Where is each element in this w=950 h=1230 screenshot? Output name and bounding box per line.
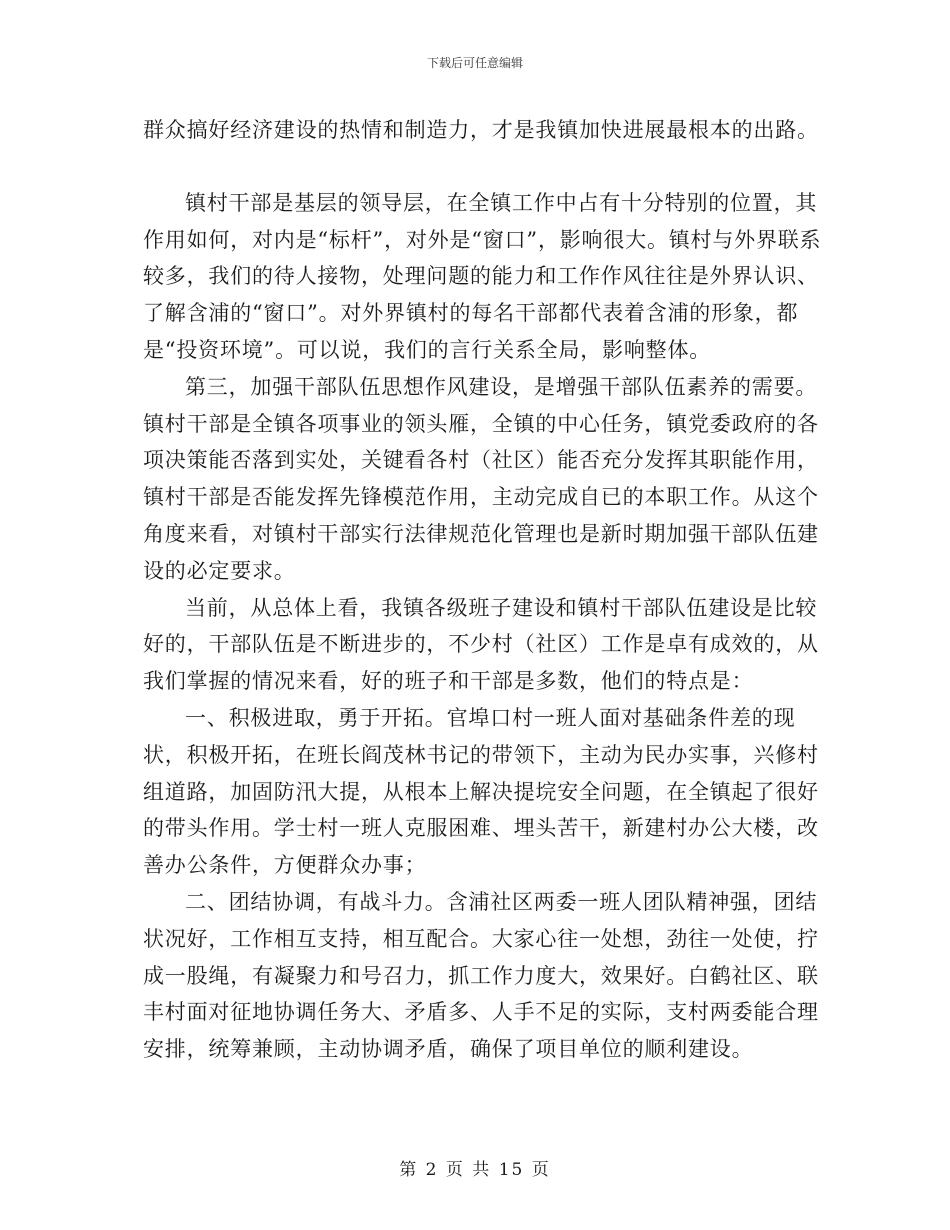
paragraph-point-two: 二、团结协调，有战斗力。含浦社区两委一班人团队精神强，团结状况好，工作相互支持，相互配合。大家心往一处想，劲往一处使，拧成一股绳，有凝聚力和号召力，抓工作力度大，效果好。白鹤社区、联丰村面对征地协调任务大、矛盾多、人手不足的实际，支村两委能合理安排，统筹兼顾，主动协调矛盾，确保了项目单位的顺利建设。 [143,889,819,1062]
page-header: 下载后可任意编辑 [426,56,523,70]
paragraph-continuation: 群众搞好经济建设的热情和制造力，才是我镇加快进展最根本的出路。 [143,118,819,142]
paragraph-cadre-role: 镇村干部是基层的领导层，在全镇工作中占有十分特别的位置，其作用如何，对内是“标杆”，对外是“窗口”，影响很大。镇村与外界联系较多，我们的待人接物，处理问题的能力和工作作风往往是外界认识、了解含浦的“窗口”。对外界镇村的每名干部都代表着含浦的形象，都是“投资环境”。可以说，我们的言行关系全局，影响整体。 [143,190,822,362]
paragraph-point-one: 一、积极进取，勇于开拓。官埠口村一班人面对基础条件差的现状，积极开拓，在班长阎茂林书记的带领下，主动为民办实事，兴修村组道路，加固防汛大提，从根本上解决提垸安全问题，在全镇起了很好的带头作用。学士村一班人克服困难、埋头苦干，新建村办公大楼，改善办公条件，方便群众办事； [143,705,819,878]
paragraph-current-status: 当前，从总体上看，我镇各级班子建设和镇村干部队伍建设是比较好的，干部队伍是不断进步的，不少村（社区）工作是卓有成效的，从我们掌握的情况来看，好的班子和干部是多数，他们的特点是： [143,595,819,694]
document-body [143,112,823,1068]
page-number: 第 2 页 共 15 页 [399,1160,551,1180]
paragraph-third-point: 第三，加强干部队伍思想作风建设，是增强干部队伍素养的需要。镇村干部是全镇各项事业的领头雁，全镇的中心任务，镇党委政府的各项决策能否落到实处，关键看各村（社区）能否充分发挥其职能作用，镇村干部是否能发挥先锋模范作用，主动完成自已的本职工作。从这个角度来看，对镇村干部实行法律规范化管理也是新时期加强干部队伍建设的必定要求。 [143,374,819,583]
paragraph-gap [143,149,823,185]
